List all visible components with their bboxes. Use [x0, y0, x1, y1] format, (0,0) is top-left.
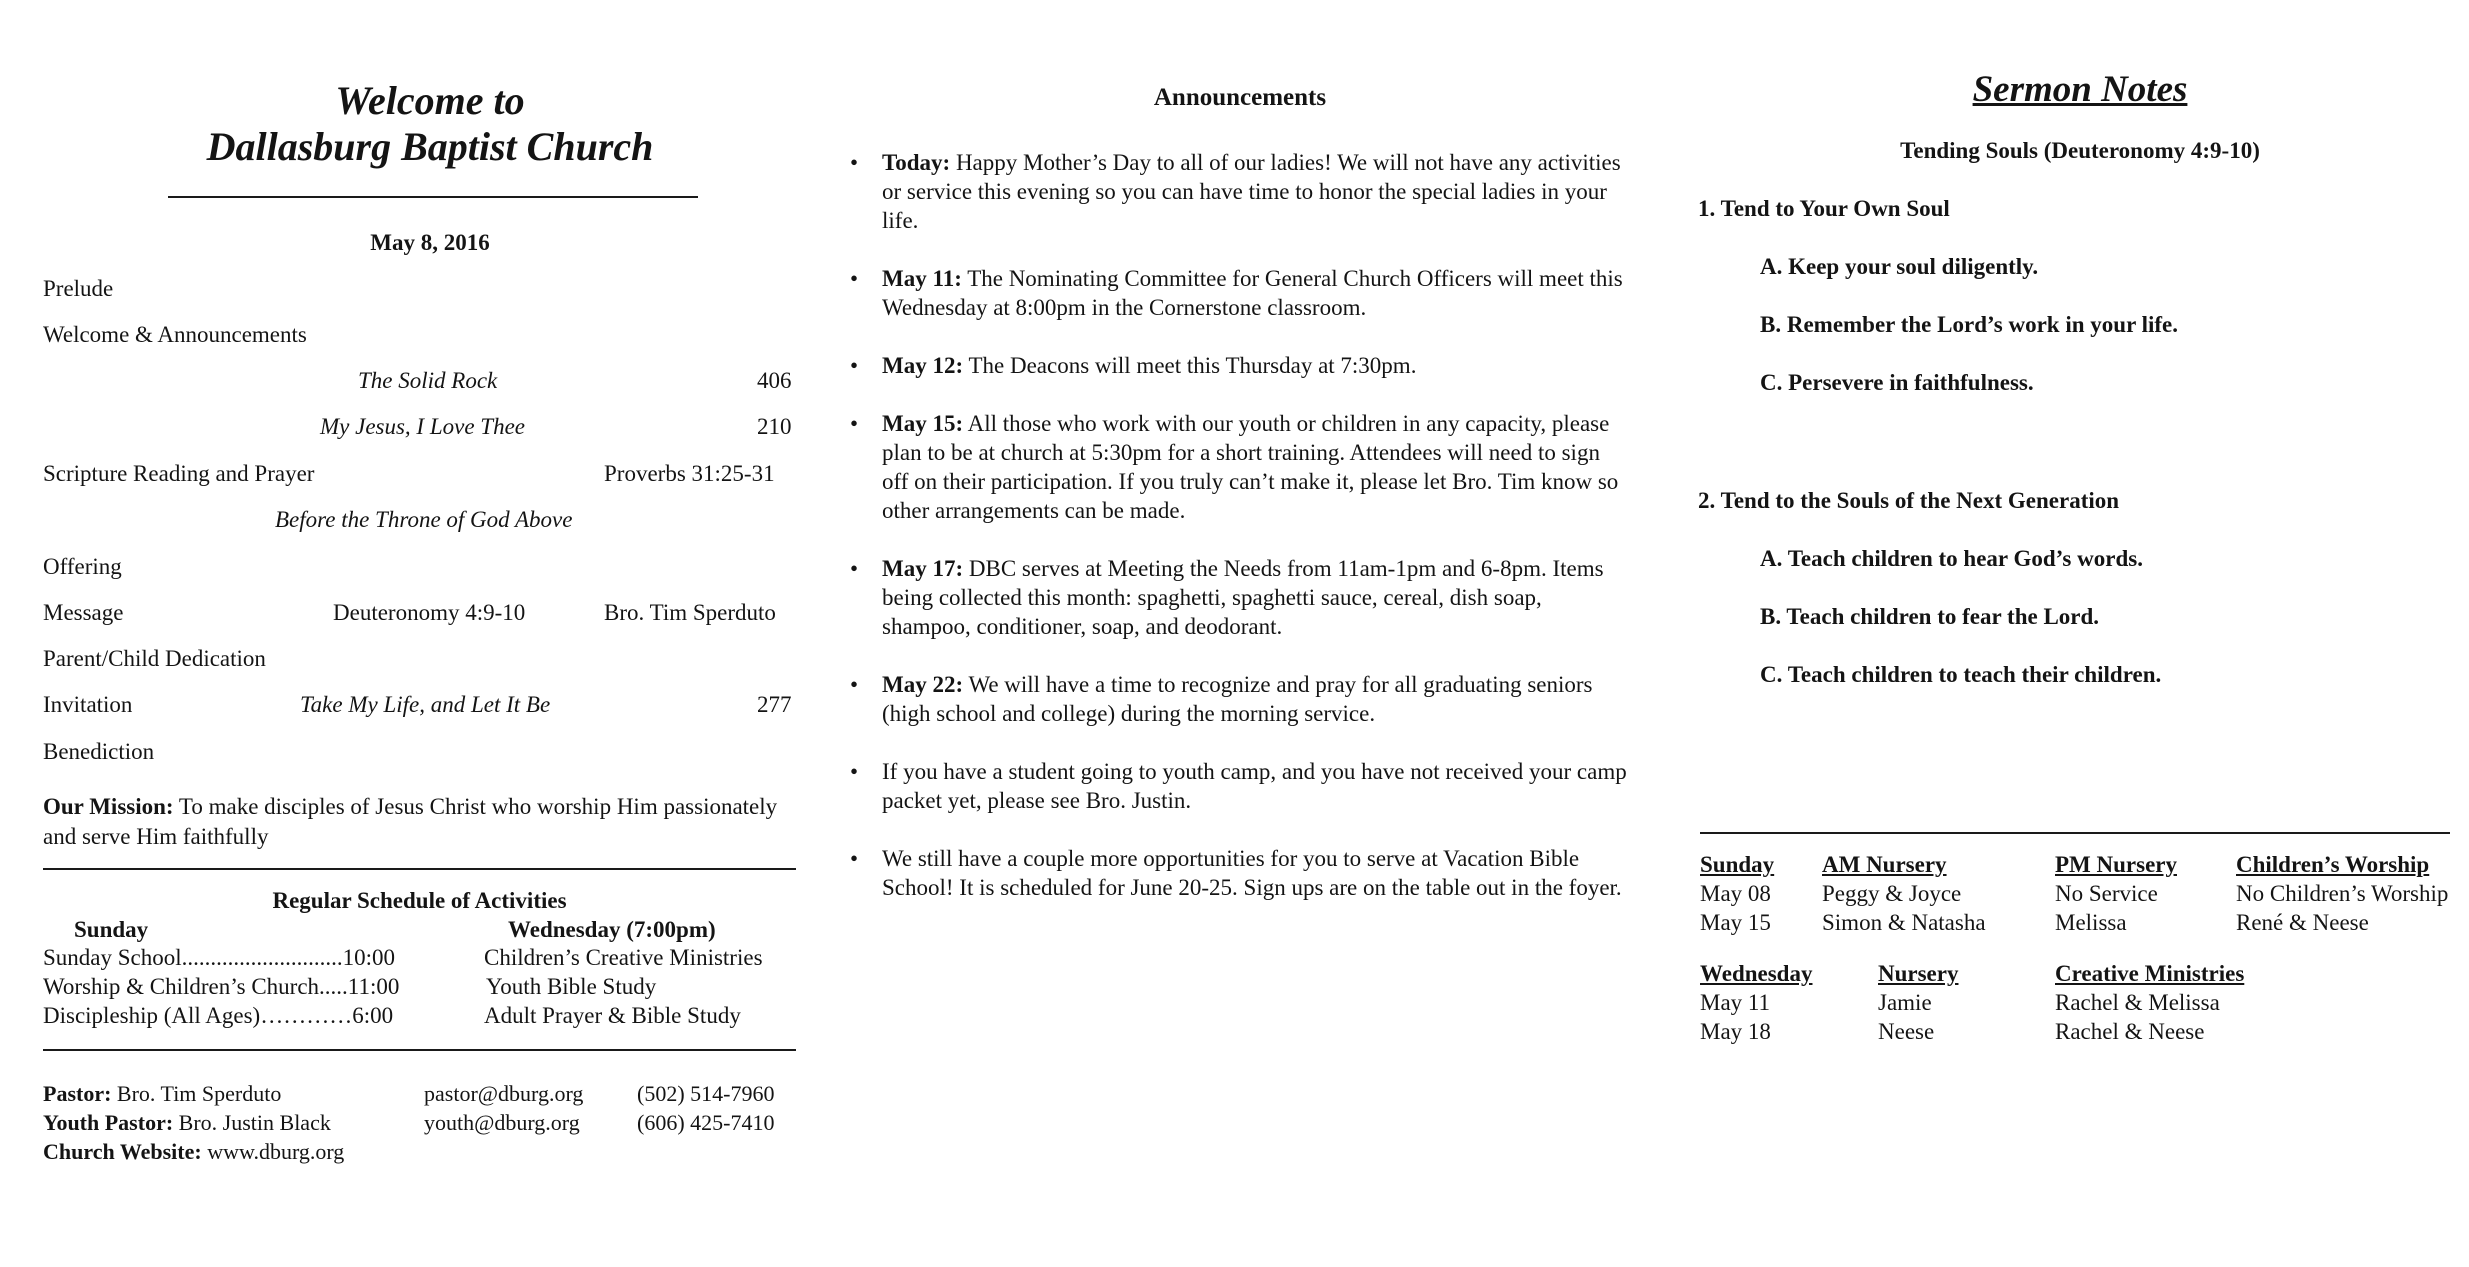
sermon-subpoint: C. Teach children to teach their children. [1760, 662, 2162, 687]
schedule-top-divider [43, 868, 796, 870]
order-scripture: Scripture Reading and Prayer [43, 461, 315, 486]
nursery-pm-heading: PM Nursery [2055, 852, 2177, 877]
bullet-icon: • [850, 672, 859, 697]
hymn-1-number: 406 [757, 368, 792, 393]
bullet-icon: • [850, 353, 859, 378]
nursery-wednesday-heading: Wednesday [1700, 961, 1813, 986]
bullet-icon: • [850, 411, 859, 436]
hymn-3-title: Before the Throne of God Above [275, 507, 573, 532]
announcement-text: Happy Mother’s Day to all of our ladies! We will not have any activities or service this evening so you can have time to honor the special ladies in your life. [882, 150, 1621, 233]
announcement-item [850, 844, 1630, 902]
announcement-item [850, 757, 1630, 815]
nursery-childrens-worship-volunteers: No Children’s Worship [2236, 881, 2449, 906]
announcement-item [850, 351, 1630, 380]
nursery-childrens-worship-volunteers: René & Neese [2236, 910, 2369, 935]
youth-pastor-name: Bro. Justin Black [173, 1110, 331, 1135]
nursery-creative-ministries-volunteers: Rachel & Melissa [2055, 990, 2220, 1015]
youth-pastor-label: Youth Pastor: [43, 1110, 174, 1135]
pastor-email: pastor@dburg.org [424, 1081, 584, 1106]
nursery-am-volunteers: Simon & Natasha [1822, 910, 1986, 935]
order-invitation: Invitation [43, 692, 133, 717]
order-benediction: Benediction [43, 739, 155, 764]
nursery-pm-volunteers: No Service [2055, 881, 2158, 906]
announcement-text: We will have a time to recognize and pray for all graduating seniors (high school and college) during the morning service. [882, 672, 1593, 726]
church-website [43, 1137, 344, 1166]
nursery-childrens-worship-heading: Children’s Worship [2236, 852, 2430, 877]
sermon-subpoint: B. Teach children to fear the Lord. [1760, 604, 2100, 629]
announcement-item [850, 554, 1630, 641]
hymn-2-number: 210 [757, 414, 792, 439]
sermon-subtitle: Tending Souls (Deuteronomy 4:9-10) [1900, 138, 2260, 163]
sermon-subpoint: B. Remember the Lord’s work in your life. [1760, 312, 2179, 337]
nursery-date: May 18 [1700, 1019, 1771, 1044]
order-message: Message [43, 600, 124, 625]
sermon-subpoint: A. Keep your soul diligently. [1760, 254, 2039, 279]
order-dedication: Parent/Child Dedication [43, 646, 266, 671]
website-label: Church Website: [43, 1139, 202, 1164]
schedule-wednesday-item: Children’s Creative Ministries [484, 945, 763, 970]
announcement-text: The Deacons will meet this Thursday at 7:30pm. [963, 353, 1417, 378]
nursery-sunday-heading: Sunday [1700, 852, 1775, 877]
nursery-wednesday-nursery-heading: Nursery [1878, 961, 1959, 986]
announcement-text: If you have a student going to youth camp, and you have not received your camp packet yet, please see Bro. Justin. [882, 759, 1627, 813]
title-divider [168, 196, 698, 198]
nursery-date: May 08 [1700, 881, 1771, 906]
sermon-point-2: 2. Tend to the Souls of the Next Generation [1698, 488, 2120, 513]
welcome-line-1: Welcome to [335, 78, 525, 123]
announcement-text: DBC serves at Meeting the Needs from 11am-1pm and 6-8pm. Items being collected this month: spaghetti, spaghetti sauce, cereal, dish soap, shampoo, conditioner, soap, and deodorant. [882, 556, 1604, 639]
youth-pastor-contact [43, 1108, 331, 1137]
nursery-date: May 11 [1700, 990, 1771, 1015]
order-offering: Offering [43, 554, 122, 579]
nursery-pm-volunteers: Melissa [2055, 910, 2127, 935]
service-date: May 8, 2016 [370, 230, 490, 255]
bullet-icon: • [850, 150, 859, 175]
sermon-subpoint: A. Teach children to hear God’s words. [1760, 546, 2143, 571]
announcement-item [850, 670, 1630, 728]
message-speaker: Bro. Tim Sperduto [604, 600, 776, 625]
announcement-item [850, 264, 1630, 322]
mission-statement [43, 792, 803, 852]
pastor-contact [43, 1079, 281, 1108]
schedule-bottom-divider [43, 1049, 796, 1051]
hymn-2-title: My Jesus, I Love Thee [320, 414, 526, 439]
schedule-wednesday-item: Youth Bible Study [486, 974, 657, 999]
announcement-lead: May 22: [882, 672, 964, 697]
nursery-creative-ministries-volunteers: Rachel & Neese [2055, 1019, 2205, 1044]
announcement-item [850, 409, 1630, 525]
schedule-wednesday-heading: Wednesday (7:00pm) [508, 917, 716, 942]
youth-pastor-email: youth@dburg.org [424, 1110, 580, 1135]
pastor-label: Pastor: [43, 1081, 112, 1106]
sermon-subpoint: C. Persevere in faithfulness. [1760, 370, 2034, 395]
announcement-lead: Today: [882, 150, 951, 175]
announcement-lead: May 17: [882, 556, 964, 581]
announcement-lead: May 15: [882, 411, 964, 436]
announcement-lead: May 11: [882, 266, 962, 291]
website-url: www.dburg.org [201, 1139, 345, 1164]
schedule-title: Regular Schedule of Activities [272, 888, 567, 913]
schedule-sunday-item: Discipleship (All Ages)…………6:00 [43, 1003, 394, 1028]
announcement-text: All those who work with our youth or children in any capacity, please plan to be at church at 5:30pm for a short training. Attendees will need to sign off on their participation. If you truly can’t make it, please let Bro. Tim know so other arrangements can be made. [882, 411, 1619, 523]
bullet-icon: • [850, 556, 859, 581]
nursery-creative-ministries-heading: Creative Ministries [2055, 961, 2245, 986]
bullet-icon: • [850, 759, 859, 784]
scripture-reference: Proverbs 31:25-31 [604, 461, 775, 486]
announcements-list [850, 148, 1630, 931]
church-name: Dallasburg Baptist Church [206, 124, 654, 169]
schedule-wednesday-item: Adult Prayer & Bible Study [484, 1003, 741, 1028]
bullet-icon: • [850, 266, 859, 291]
nursery-wednesday-volunteers: Neese [1878, 1019, 1935, 1044]
announcements-title: Announcements [1153, 84, 1327, 111]
nursery-am-heading: AM Nursery [1822, 852, 1947, 877]
announcement-text: We still have a couple more opportunities for you to serve at Vacation Bible School! It is scheduled for June 20-25. Sign ups are on the table out in the foyer. [882, 846, 1622, 900]
nursery-am-volunteers: Peggy & Joyce [1822, 881, 1962, 906]
invitation-hymn-number: 277 [757, 692, 792, 717]
announcement-item [850, 148, 1630, 235]
message-reference: Deuteronomy 4:9-10 [333, 600, 526, 625]
nursery-divider [1700, 832, 2450, 834]
pastor-name: Bro. Tim Sperduto [111, 1081, 282, 1106]
sermon-point-1: 1. Tend to Your Own Soul [1698, 196, 1950, 221]
sermon-notes-title: Sermon Notes [1972, 69, 2188, 110]
order-prelude: Prelude [43, 276, 114, 301]
invitation-hymn: Take My Life, and Let It Be [300, 692, 551, 717]
pastor-phone: (502) 514-7960 [637, 1081, 775, 1106]
mission-label: Our Mission: [43, 794, 174, 819]
schedule-sunday-item: Worship & Children’s Church.....11:00 [43, 974, 400, 999]
bullet-icon: • [850, 846, 859, 871]
nursery-wednesday-volunteers: Jamie [1878, 990, 1932, 1015]
order-welcome-announcements: Welcome & Announcements [43, 322, 307, 347]
youth-pastor-phone: (606) 425-7410 [637, 1110, 775, 1135]
announcement-text: The Nominating Committee for General Church Officers will meet this Wednesday at 8:00pm in the Cornerstone classroom. [882, 266, 1623, 320]
schedule-sunday-heading: Sunday [74, 917, 149, 942]
schedule-sunday-item: Sunday School............................10:00 [43, 945, 396, 970]
hymn-1-title: The Solid Rock [358, 368, 498, 393]
mission-text: To make disciples of Jesus Christ who worship Him passionately and serve Him faithfully [43, 794, 778, 849]
announcement-lead: May 12: [882, 353, 964, 378]
nursery-date: May 15 [1700, 910, 1771, 935]
